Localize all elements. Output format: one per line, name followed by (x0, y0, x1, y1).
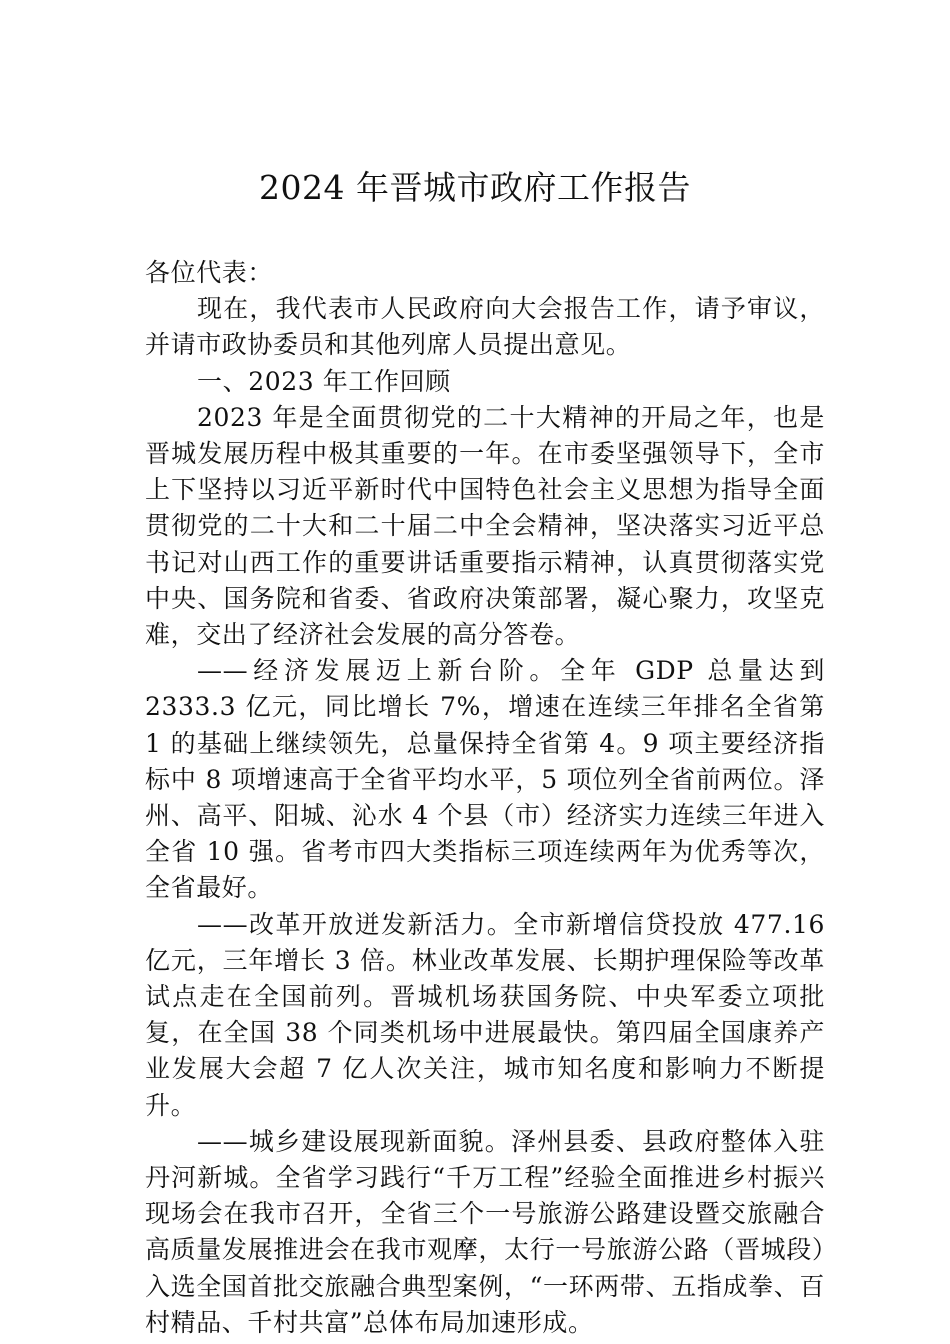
paragraph-intro: 现在，我代表市人民政府向大会报告工作，请予审议，并请市政协委员和其他列席人员提出意见。 (145, 294, 825, 360)
paragraph-reform: ——改革开放迸发新活力。全市新增信贷投放 477.16 亿元，三年增长 3 倍。林业改革发展、长期护理保险等改革试点走在全国前列。晋城机场获国务院、中央军委立项批复，在全国 38 个同类机场中进展最快。第四届全国康养产业发展大会超 7 亿人次关注，城市知名度和影响力不断提升。 (145, 909, 825, 1120)
paragraph-economy: ——经济发展迈上新台阶。全年 GDP 总量达到 2333.3 亿元，同比增长 7%，增速在连续三年排名全省第 1 的基础上继续领先，总量保持全省第 4。9 项主要经济指标中 8 项增速高于全省平均水平，5 项位列全省前两位。泽州、高平、阳城、沁水 4 个县（市）经济实力连续三年进入全省 10 强。省考市四大类指标三项连续两年为优秀等次，全省最好。 (145, 656, 825, 903)
paragraph-urban-rural: ——城乡建设展现新面貌。泽州县委、县政府整体入驻丹河新城。全省学习践行“千万工程”经验全面推进乡村振兴现场会在我市召开，全省三个一号旅游公路建设暨交旅融合高质量发展推进会在我市观摩，太行一号旅游公路（晋城段）入选全国首批交旅融合典型案例，“一环两带、五指成拳、百村精品、千村共富”总体布局加速形成。 (145, 1126, 825, 1337)
section-heading: 一、2023 年工作回顾 (197, 366, 451, 396)
document-title: 2024 年晋城市政府工作报告 (259, 168, 691, 207)
document-body (145, 255, 825, 1341)
paragraph-overview: 2023 年是全面贯彻党的二十大精神的开局之年，也是晋城发展历程中极其重要的一年。在市委坚强领导下，全市上下坚持以习近平新时代中国特色社会主义思想为指导全面贯彻党的二十大和二十届二中全会精神，坚决落实习近平总书记对山西工作的重要讲话重要指示精神，认真贯彻落实党中央、国务院和省委、省政府决策部署，凝心聚力，攻坚克难，交出了经济社会发展的高分答卷。 (145, 402, 825, 650)
salutation: 各位代表： (145, 258, 274, 287)
